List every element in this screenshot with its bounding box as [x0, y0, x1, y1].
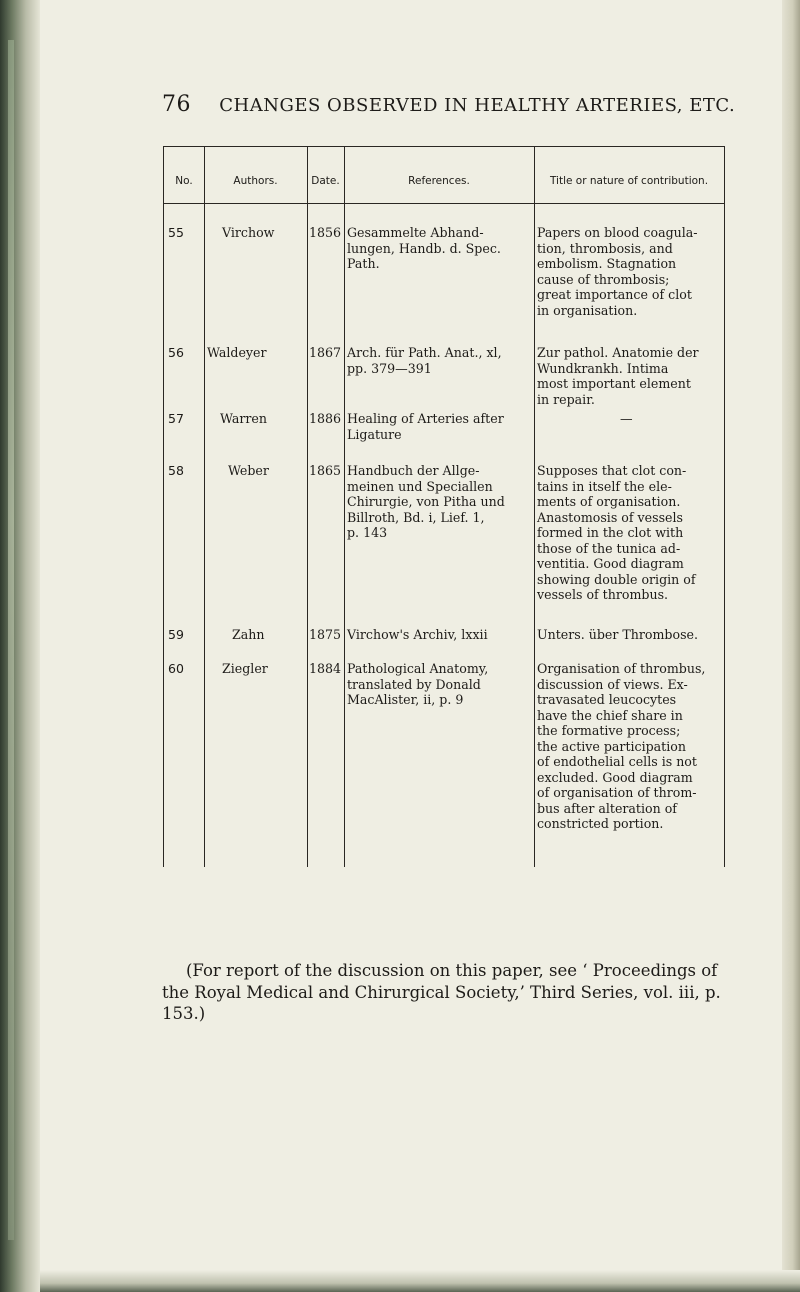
row-55-author: Virchow — [222, 225, 275, 240]
row-58-date: 1865 — [309, 463, 342, 478]
column-header-references: References. — [408, 175, 470, 187]
row-57-no: 57 — [168, 411, 184, 426]
references-table — [163, 146, 725, 867]
row-59-no: 59 — [168, 627, 184, 642]
row-56-title: Zur pathol. Anatomie der Wundkrankh. Intima most important element in repair. — [537, 345, 699, 407]
row-57-author: Warren — [220, 411, 267, 426]
row-55-reference: Gesammelte Abhand- lungen, Handb. d. Spec. Path. — [347, 225, 501, 271]
column-header-authors: Authors. — [233, 175, 278, 187]
row-56-no: 56 — [168, 345, 184, 360]
book-binding-shadow — [0, 0, 40, 1292]
row-57-reference: Healing of Arteries after Ligature — [347, 411, 504, 442]
column-header-no: No. — [175, 175, 193, 187]
page-bottom-edge — [40, 1270, 800, 1292]
row-58-no: 58 — [168, 463, 184, 478]
row-59-date: 1875 — [309, 627, 342, 642]
row-59-author: Zahn — [232, 627, 265, 642]
row-56-date: 1867 — [309, 345, 342, 360]
row-58-author: Weber — [228, 463, 269, 478]
column-header-title: Title or nature of contribution. — [549, 175, 709, 187]
row-57-title: — — [620, 411, 633, 426]
page-right-edge — [782, 0, 800, 1292]
row-55-date: 1856 — [309, 225, 342, 240]
row-60-author: Ziegler — [222, 661, 268, 676]
running-title: CHANGES OBSERVED IN HEALTHY ARTERIES, ETC. — [219, 95, 736, 116]
page-number: 76 — [162, 92, 191, 117]
row-55-no: 55 — [168, 225, 184, 240]
running-header — [162, 92, 735, 117]
row-60-title: Organisation of thrombus, discussion of views. Ex- travasated leucocytes have the chief share in the formative process; the active participation of endothelial cells is not excluded. Good diagram of organisation of throm- bus after alteration of constricted portion. — [537, 661, 706, 831]
row-59-reference: Virchow's Archiv, lxxii — [347, 627, 488, 642]
row-56-author: Waldeyer — [207, 345, 267, 360]
row-55-title: Papers on blood coagula- tion, thrombosis, and embolism. Stagnation cause of thrombosis; great importance of clot in organisation. — [537, 225, 698, 318]
row-60-reference: Pathological Anatomy, translated by Donald MacAlister, ii, p. 9 — [347, 661, 489, 707]
column-header-date: Date. — [311, 175, 340, 187]
row-56-reference: Arch. für Path. Anat., xl, pp. 379—391 — [347, 345, 502, 376]
row-57-date: 1886 — [309, 411, 342, 426]
row-58-title: Supposes that clot con- tains in itself the ele- ments of organisation. Anastomosis of vessels formed in the clot with those of the tunica ad- ventitia. Good diagram showing double origin of vessels of thrombus. — [537, 463, 696, 602]
row-58-reference: Handbuch der Allge- meinen und Speciallen Chirurgie, von Pitha und Billroth, Bd. i, Lief. 1, p. 143 — [347, 463, 505, 540]
row-60-date: 1884 — [309, 661, 342, 676]
row-59-title: Unters. über Thrombose. — [537, 627, 698, 642]
footnote: (For report of the discussion on this paper, see ‘ Proceedings of the Royal Medical and Chirurgical Society,’ Third Series, vol. iii, p. 153.) — [162, 961, 721, 1023]
row-60-no: 60 — [168, 661, 184, 676]
